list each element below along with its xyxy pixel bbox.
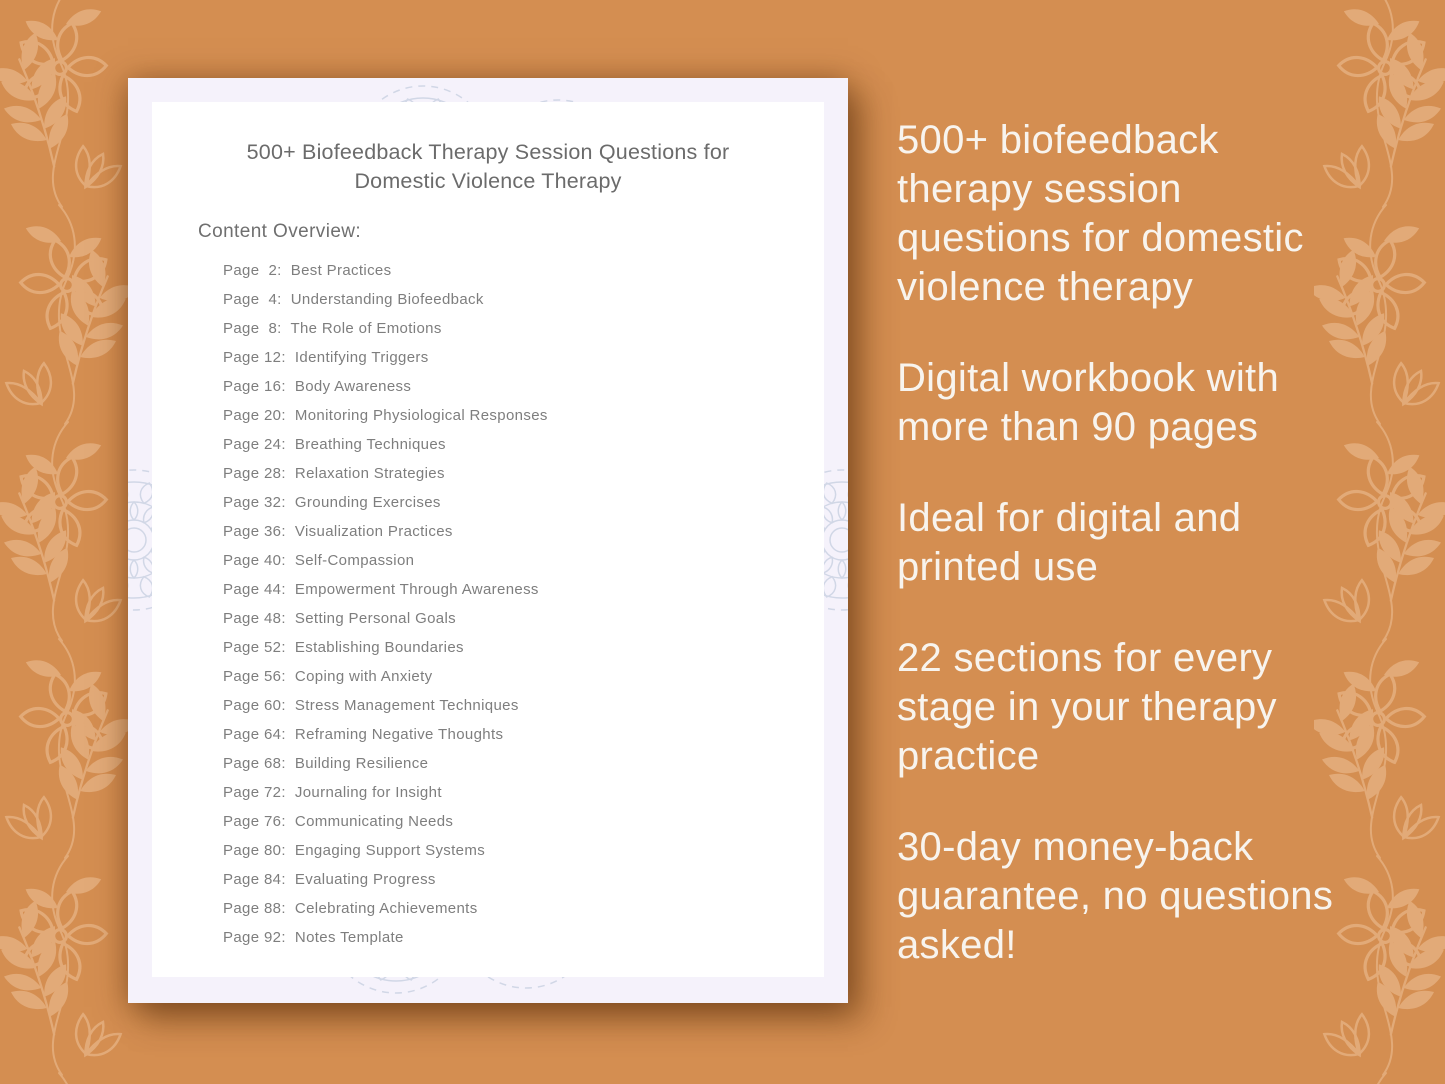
marketing-bullet-guarantee: 30-day money-back guarantee, no questions asked! [897,825,1334,967]
toc-item: Page 28: Relaxation Strategies [223,465,445,482]
toc-item: Page 72: Journaling for Insight [223,784,442,801]
toc-item: Page 52: Establishing Boundaries [223,639,464,656]
document-paper [152,102,824,977]
toc-item: Page 92: Notes Template [223,929,404,946]
toc-item: Page 60: Stress Management Techniques [223,697,519,714]
toc-item: Page 2: Best Practices [223,262,392,279]
content-overview-heading: Content Overview: [198,221,362,242]
toc-item: Page 32: Grounding Exercises [223,494,441,511]
toc-item: Page 64: Reframing Negative Thoughts [223,726,504,743]
toc-item: Page 48: Setting Personal Goals [223,610,457,627]
toc-item: Page 20: Monitoring Physiological Responses [223,407,548,424]
document-title: 500+ Biofeedback Therapy Session Questions for Domestic Violence Therapy [246,140,730,193]
floral-border-left-icon [0,0,131,1084]
marketing-copy [897,116,1352,1012]
toc-item: Page 24: Breathing Techniques [223,436,446,453]
toc-item: Page 4: Understanding Biofeedback [223,291,484,308]
toc-item: Page 40: Self-Compassion [223,552,415,569]
workbook-preview-page [128,78,848,1003]
toc-item: Page 80: Engaging Support Systems [223,842,486,859]
toc-item: Page 36: Visualization Practices [223,523,453,540]
toc-item: Page 12: Identifying Triggers [223,349,429,366]
toc-item: Page 8: The Role of Emotions [223,320,442,337]
marketing-bullet-title: 500+ biofeedback therapy session questions for domestic violence therapy [897,118,1304,309]
toc-item: Page 84: Evaluating Progress [223,871,436,888]
toc-item: Page 68: Building Resilience [223,755,429,772]
marketing-bullet-sections: 22 sections for every stage in your therapy practice [897,636,1277,778]
toc-item: Page 16: Body Awareness [223,378,412,395]
marketing-bullet-use: Ideal for digital and printed use [897,496,1242,589]
toc-item: Page 44: Empowerment Through Awareness [223,581,539,598]
table-of-contents [223,256,824,952]
toc-item: Page 88: Celebrating Achievements [223,900,478,917]
toc-item: Page 76: Communicating Needs [223,813,454,830]
marketing-bullet-pages: Digital workbook with more than 90 pages [897,356,1280,449]
toc-item: Page 56: Coping with Anxiety [223,668,433,685]
